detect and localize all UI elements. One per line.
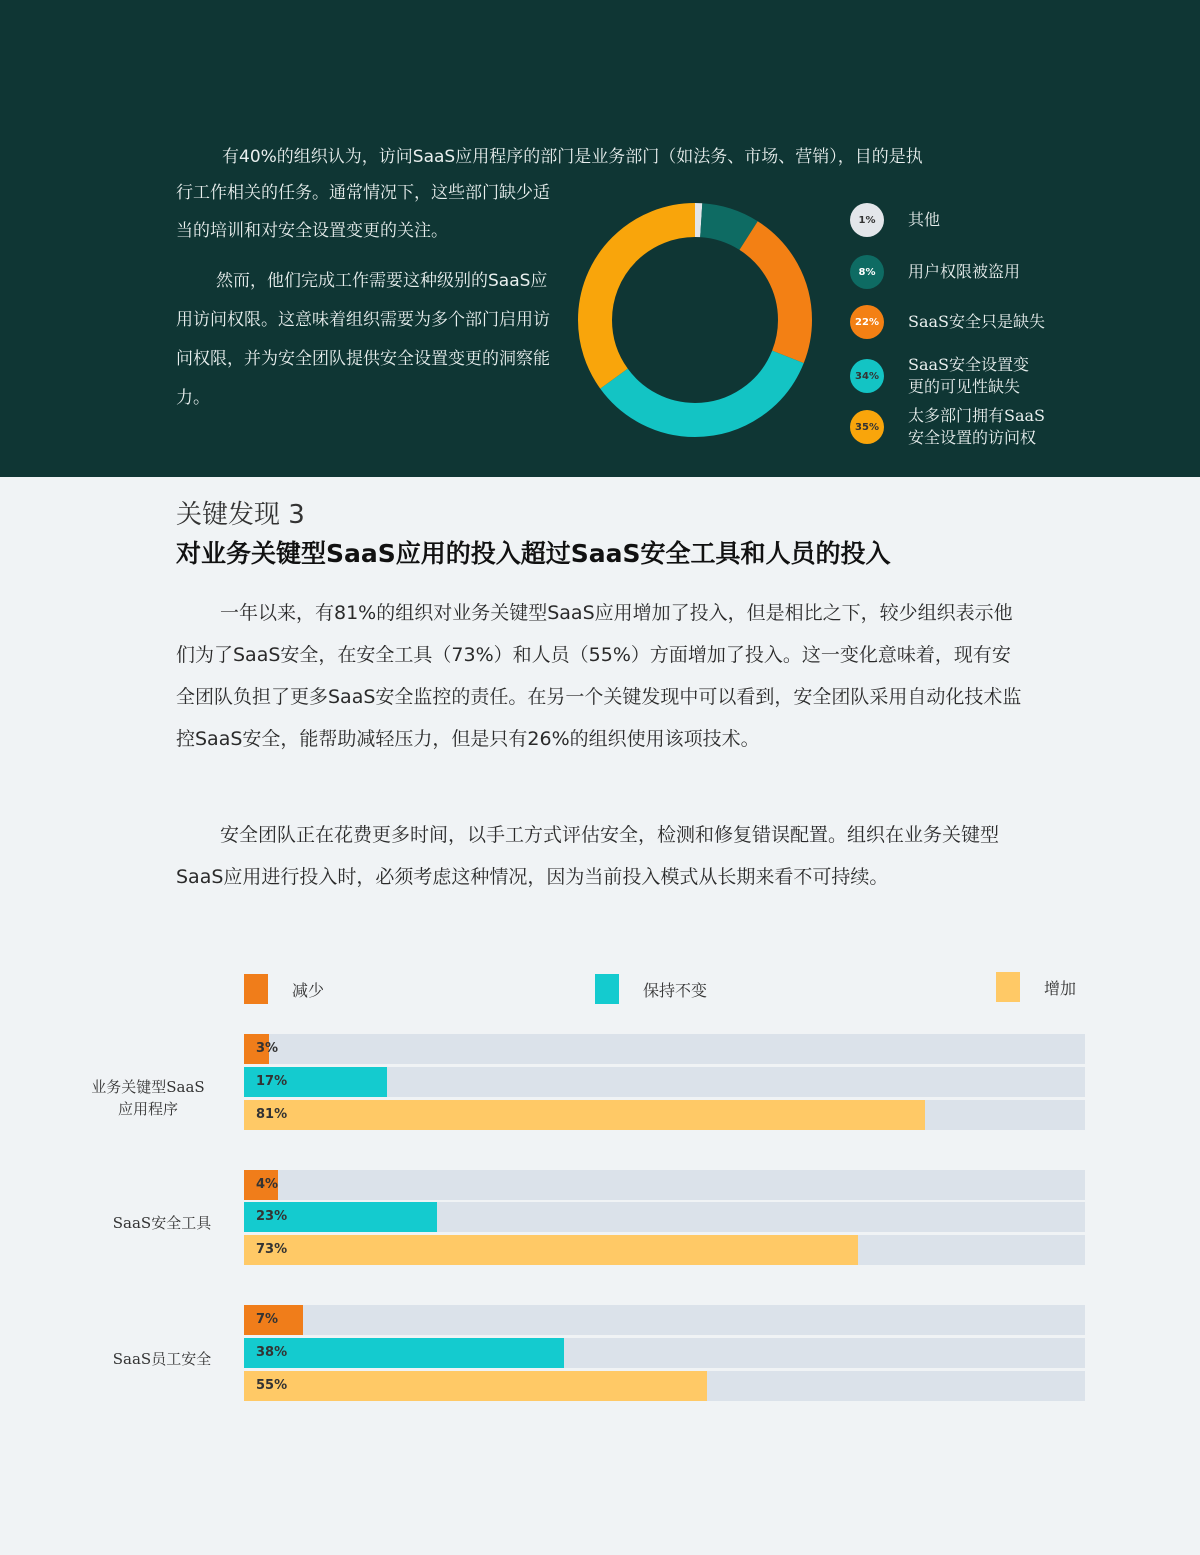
bar-value-label: 17% bbox=[256, 1074, 288, 1089]
donut-chart bbox=[570, 195, 820, 445]
legend-label-stolen: 用户权限被盗用 bbox=[908, 262, 1021, 281]
category-label-staff-security bbox=[100, 1348, 224, 1370]
legend-label-line: 更的可见性缺失 bbox=[908, 377, 1021, 396]
finding-paragraph-1: 一年以来，有81%的组织对业务关键型SaaS应用增加了投入，但是相比之下，较少组织表示他们为了SaaS安全，在安全工具（73%）和人员（55%）方面增加了投入。这一变化意味着，现有安全团队负担了更多SaaS安全监控的责任。在另一个关键发现中可以看到，安全团队采用自动化技术监控SaaS安全，能帮助减轻压力，但是只有26%的组织使用该项技术。 bbox=[176, 602, 1022, 750]
category-label-line: SaaS安全工具 bbox=[112, 1214, 212, 1232]
category-label-line: 应用程序 bbox=[117, 1100, 178, 1118]
bar-increase bbox=[244, 1371, 707, 1401]
category-label-line: SaaS员工安全 bbox=[112, 1350, 212, 1368]
legend-label-other: 其他 bbox=[908, 210, 941, 229]
legend-label-decrease: 减少 bbox=[292, 980, 325, 1000]
intro-continuation: 行工作相关的任务。通常情况下，这些部门缺少适当的培训和对安全设置变更的关注。 bbox=[176, 183, 550, 241]
legend-badge-lacking: 22% bbox=[850, 305, 884, 339]
bar-legend-increase bbox=[996, 972, 1076, 1002]
legend-item-other bbox=[850, 203, 940, 237]
top-section bbox=[0, 0, 1200, 477]
legend-item-too-many bbox=[850, 405, 1045, 449]
bar-track bbox=[244, 1235, 1085, 1265]
legend-item-stolen bbox=[850, 255, 1020, 289]
bar-track bbox=[244, 1034, 1085, 1064]
legend-badge-visibility: 34% bbox=[850, 359, 884, 393]
legend-label-too-many bbox=[908, 405, 1045, 449]
bar-value-label: 73% bbox=[256, 1242, 288, 1257]
bar-track bbox=[244, 1371, 1085, 1401]
legend-badge-too-many: 35% bbox=[850, 410, 884, 444]
category-label-security-tools bbox=[100, 1212, 224, 1234]
legend-label-visibility bbox=[908, 354, 1029, 398]
legend-label-increase: 增加 bbox=[1044, 978, 1077, 998]
bar-track bbox=[244, 1305, 1085, 1335]
legend-item-lacking bbox=[850, 305, 1045, 339]
legend-label-same: 保持不变 bbox=[643, 980, 708, 1000]
legend-label-line: 太多部门拥有SaaS bbox=[908, 406, 1046, 425]
bar-value-label: 7% bbox=[256, 1312, 279, 1327]
intro-first-line: 有40%的组织认为，访问SaaS应用程序的部门是业务部门（如法务、市场、营销），目的是执 bbox=[222, 147, 923, 167]
legend-label-line: SaaS安全设置变 bbox=[908, 355, 1030, 374]
bar-track bbox=[244, 1170, 1085, 1200]
finding-paragraph-2: 安全团队正在花费更多时间，以手工方式评估安全，检测和修复错误配置。组织在业务关键型SaaS应用进行投入时，必须考虑这种情况，因为当前投入模式从长期来看不可持续。 bbox=[176, 824, 1000, 888]
category-label-line: 业务关键型SaaS bbox=[91, 1078, 205, 1096]
intro-paragraph-2: 然而，他们完成工作需要这种级别的SaaS应用访问权限。这意味着组织需要为多个部门启用访问权限，并为安全团队提供安全设置变更的洞察能力。 bbox=[176, 271, 550, 408]
legend-swatch-increase bbox=[996, 972, 1020, 1002]
bar-value-label: 23% bbox=[256, 1209, 288, 1224]
legend-item-visibility bbox=[850, 354, 1029, 398]
bar-track bbox=[244, 1100, 1085, 1130]
bar-value-label: 4% bbox=[256, 1177, 279, 1192]
finding-kicker: 关键发现 3 bbox=[176, 500, 305, 530]
bar-track bbox=[244, 1202, 1085, 1232]
bar-value-label: 81% bbox=[256, 1107, 288, 1122]
bar-track bbox=[244, 1067, 1085, 1097]
legend-label-line: 安全设置的访问权 bbox=[908, 428, 1037, 447]
legend-badge-stolen: 8% bbox=[850, 255, 884, 289]
bar-value-label: 38% bbox=[256, 1345, 288, 1360]
finding-title: 对业务关键型SaaS应用的投入超过SaaS安全工具和人员的投入 bbox=[176, 539, 891, 568]
legend-swatch-decrease bbox=[244, 974, 268, 1004]
bar-value-label: 55% bbox=[256, 1378, 288, 1393]
bar-same bbox=[244, 1338, 564, 1368]
legend-badge-other: 1% bbox=[850, 203, 884, 237]
bar-legend-decrease bbox=[244, 974, 324, 1004]
bar-track bbox=[244, 1338, 1085, 1368]
bar-increase bbox=[244, 1235, 858, 1265]
category-label-business-apps bbox=[80, 1076, 216, 1120]
bar-legend-same bbox=[595, 974, 707, 1004]
legend-swatch-same bbox=[595, 974, 619, 1004]
legend-label-lacking: SaaS安全只是缺失 bbox=[908, 312, 1046, 331]
bar-value-label: 3% bbox=[256, 1041, 279, 1056]
bar-increase bbox=[244, 1100, 925, 1130]
